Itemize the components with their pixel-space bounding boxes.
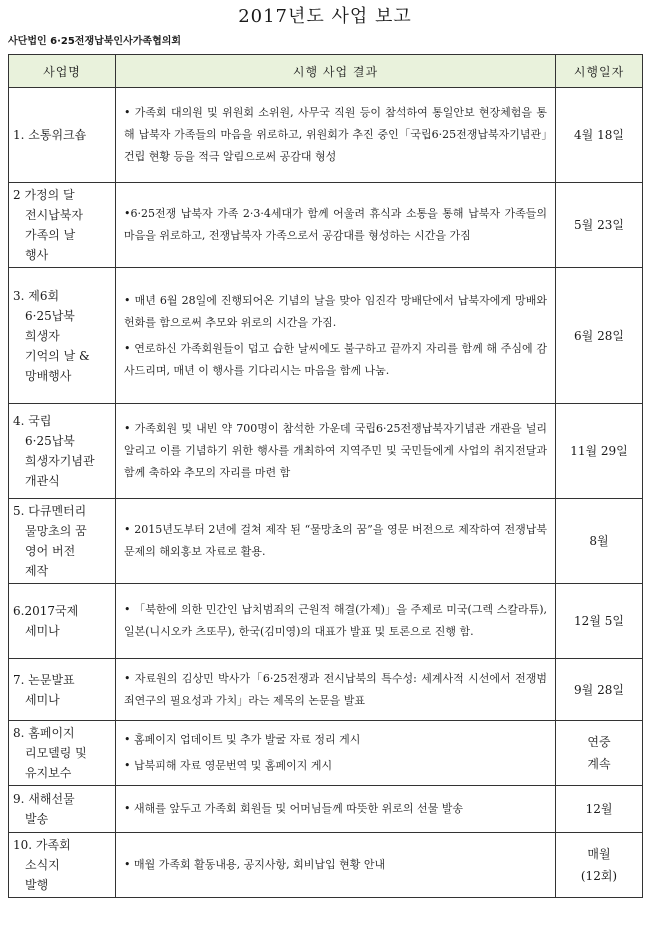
row-name-line: 발송 xyxy=(25,812,49,826)
row-name-cell xyxy=(9,183,116,268)
table-body xyxy=(9,88,643,898)
row-name-line: 세미나 xyxy=(25,692,60,707)
row-result-item: • 홈페이지 업데이트 및 추가 발굴 자료 정리 게시 xyxy=(124,733,361,746)
row-name-line: 유지보수 xyxy=(25,766,72,780)
row-name-line: 세미나 xyxy=(25,624,60,638)
header-name: 사업명 xyxy=(9,55,116,88)
row-name-line: 전시납북자 xyxy=(25,208,83,222)
row-date-cell xyxy=(556,659,643,721)
row-name-line: 발행 xyxy=(25,878,49,892)
row-date-line: 6월 28일 xyxy=(574,328,624,343)
row-result-item: • 매월 가족회 활동내용, 공지사항, 회비납입 현황 안내 xyxy=(124,858,386,871)
table-row xyxy=(9,786,643,833)
row-name-line: 개관식 xyxy=(25,474,60,488)
row-name-line: 리모델링 및 xyxy=(25,746,87,760)
row-name-line: 1. 소통위크숍 xyxy=(13,128,87,142)
row-result-item: • 가족회원 및 내빈 약 700명이 참석한 가운데 국립6·25전쟁납북자기념관 개관을 널리 알리고 이를 기념하기 위한 행사를 개최하여 지역주민 및 국민들에게 사업의 취지전달과 함께 축하와 추모의 자리를 마련 함 xyxy=(124,422,547,479)
report-table xyxy=(8,54,643,898)
row-result-item: • 연로하신 가족회원들이 덥고 습한 날씨에도 불구하고 끝까지 자리를 함께 해 주심에 감사드리며, 매년 이 행사를 기다리시는 마음을 함께 나눔. xyxy=(124,341,547,377)
row-date-line: 계속 xyxy=(587,757,611,771)
table-row xyxy=(9,499,643,584)
row-date-cell xyxy=(556,499,643,584)
row-name-cell xyxy=(9,659,116,721)
table-row xyxy=(9,404,643,499)
row-result-item: • 「북한에 의한 민간인 납치범죄의 근원적 해결(가제)」을 주제로 미국(그렉 스칼라튜), 일본(니시오카 츠또무), 한국(김미영)의 대표가 발표 및 토론으로 진행 함. xyxy=(124,603,547,638)
row-result-item: • 가족회 대의원 및 위원회 소위원, 사무국 직원 등이 참석하여 통일안보 현장체험을 통해 납북자 가족들의 마음을 위로하고, 위원회가 추진 중인「국립6·25전쟁납북자기념관」건립 현황 등을 적극 알림으로써 공감대 형성 xyxy=(124,106,547,163)
row-name-cell xyxy=(9,88,116,183)
row-result-cell xyxy=(116,833,556,898)
row-name-line: 6·25납북 xyxy=(25,434,75,448)
row-name-line: 영어 버전 xyxy=(25,544,76,558)
row-name-line: 10. 가족회 xyxy=(13,838,71,852)
row-name-line: 9. 새해선물 xyxy=(13,792,75,806)
row-result-cell xyxy=(116,659,556,721)
row-name-cell xyxy=(9,721,116,786)
table-row xyxy=(9,833,643,898)
row-result-cell xyxy=(116,721,556,786)
row-result-cell xyxy=(116,499,556,584)
table-row xyxy=(9,183,643,268)
row-date-cell xyxy=(556,268,643,404)
row-result-item: •6·25전쟁 납북자 가족 2·3·4세대가 함께 어울려 휴식과 소통을 통해 납북자 가족들의 마음을 위로하고, 전쟁납북자 가족으로서 공감대를 형성하는 시간을 가짐 xyxy=(124,207,547,242)
row-date-line: 8월 xyxy=(589,534,609,548)
row-name-line: 6·25납북 xyxy=(25,308,75,323)
row-name-line: 희생자 xyxy=(25,328,60,343)
row-date-cell xyxy=(556,786,643,833)
row-date-cell xyxy=(556,404,643,499)
row-date-cell xyxy=(556,183,643,268)
row-result-item: • 납북피해 자료 영문번역 및 홈페이지 게시 xyxy=(124,759,333,772)
row-date-cell xyxy=(556,833,643,898)
row-name-line: 7. 논문발표 xyxy=(13,672,75,687)
table-row xyxy=(9,268,643,404)
row-name-line: 5. 다큐멘터리 xyxy=(13,504,87,518)
row-name-line: 행사 xyxy=(25,248,49,262)
row-result-cell xyxy=(116,584,556,659)
row-date-line: 12월 5일 xyxy=(574,614,624,628)
row-result-cell xyxy=(116,88,556,183)
document-title: 2017년도 사업 보고 xyxy=(238,6,412,27)
header-result: 시행 사업 결과 xyxy=(116,55,556,88)
row-date-cell xyxy=(556,584,643,659)
row-date-line: 4월 18일 xyxy=(574,128,624,142)
row-name-line: 가족의 날 xyxy=(25,228,76,242)
row-name-cell xyxy=(9,833,116,898)
table-row xyxy=(9,584,643,659)
row-name-line: 망배행사 xyxy=(25,368,72,383)
row-name-cell xyxy=(9,584,116,659)
row-date-cell xyxy=(556,721,643,786)
row-date-line: 9월 28일 xyxy=(574,682,624,697)
row-result-cell xyxy=(116,268,556,404)
table-row xyxy=(9,721,643,786)
row-date-line: 연중 xyxy=(587,735,611,749)
row-name-cell xyxy=(9,268,116,404)
row-name-line: 6.2017국제 xyxy=(13,604,79,618)
row-date-line: 5월 23일 xyxy=(574,218,624,232)
row-name-cell xyxy=(9,499,116,584)
row-date-line: 12월 xyxy=(585,802,613,816)
table-row xyxy=(9,88,643,183)
organization-name: 사단법인 6·25전쟁납북인사가족협의회 xyxy=(8,36,182,47)
header-date: 시행일자 xyxy=(556,55,643,88)
row-date-line: 매월 xyxy=(587,847,611,861)
row-name-line: 희생자기념관 xyxy=(25,454,95,468)
row-name-line: 물망초의 꿈 xyxy=(25,524,87,538)
row-date-line: (12회) xyxy=(580,869,618,883)
row-result-item: • 자료원의 김상민 박사가「6·25전쟁과 전시납북의 특수성: 세계사적 시선에서 전쟁범죄연구의 필요성과 가치」라는 제목의 논문을 발표 xyxy=(124,671,547,707)
row-date-line: 11월 29일 xyxy=(570,444,628,458)
row-name-line: 기억의 날 & xyxy=(25,348,90,363)
row-name-line: 4. 국립 xyxy=(13,414,52,428)
row-name-cell xyxy=(9,404,116,499)
row-name-line: 8. 홈페이지 xyxy=(13,726,75,740)
row-name-line: 제작 xyxy=(25,564,49,578)
row-result-item: • 매년 6월 28일에 진행되어온 기념의 날을 맞아 임진각 망배단에서 납북자에게 망배와 헌화를 함으로써 추모와 위로의 시간을 가짐. xyxy=(124,293,547,329)
row-name-line: 3. 제6회 xyxy=(13,288,60,303)
row-result-cell xyxy=(116,786,556,833)
row-name-cell xyxy=(9,786,116,833)
row-name-line: 소식지 xyxy=(25,858,60,872)
row-result-cell xyxy=(116,404,556,499)
row-name-line: 2 가정의 달 xyxy=(13,188,75,202)
table-row xyxy=(9,659,643,721)
row-result-item: • 2015년도부터 2년에 걸쳐 제작 된 “물망초의 꿈”을 영문 버전으로 제작하여 전쟁납북 문제의 해외홍보 자료로 활용. xyxy=(124,523,547,558)
table-header-row xyxy=(9,55,643,88)
row-result-cell xyxy=(116,183,556,268)
row-result-item: • 새해를 앞두고 가족회 회원들 및 어머님들께 따뜻한 위로의 선물 발송 xyxy=(124,802,463,815)
row-date-cell xyxy=(556,88,643,183)
